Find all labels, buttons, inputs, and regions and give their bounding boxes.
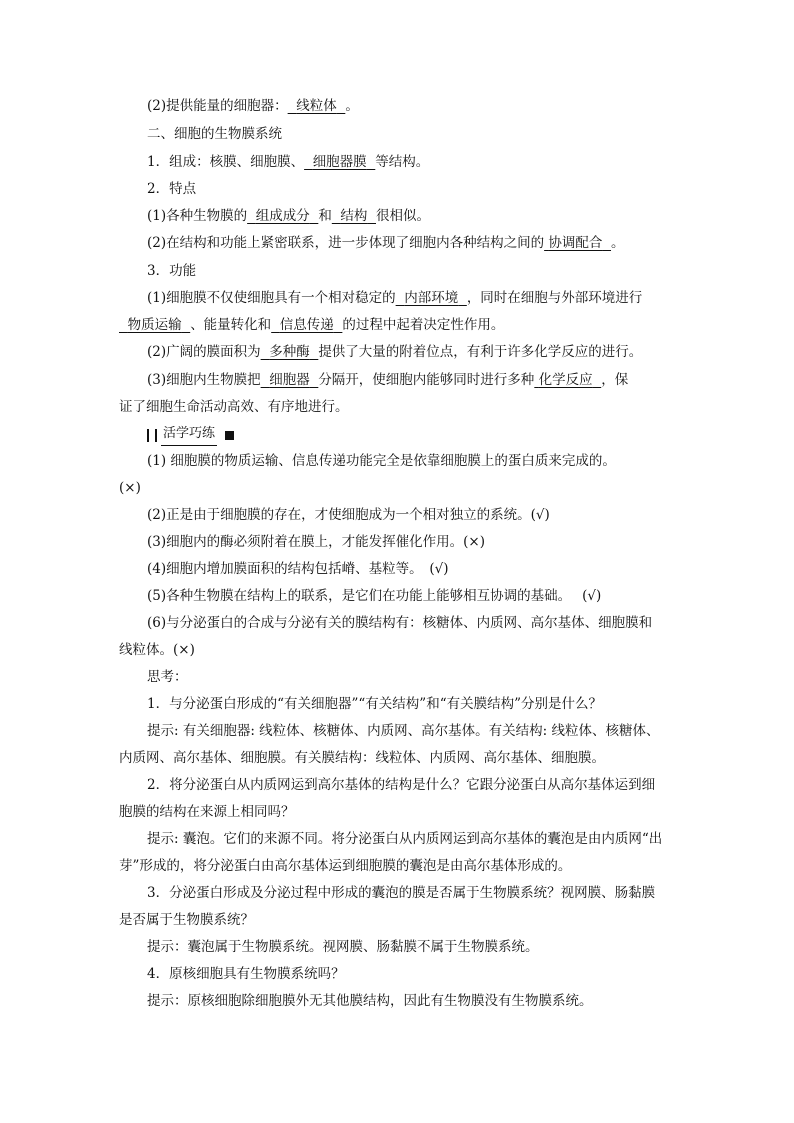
question-6-cont: 线粒体。(×) <box>119 642 195 658</box>
line-function-3-cont: 证了细胞生命活动高效、有序地进行。 <box>119 399 349 415</box>
think-question-3-cont: 是否属于生物膜系统？ <box>119 912 254 928</box>
line-composition: 1．组成：核膜、细胞膜、 细胞器膜 等结构。 <box>147 154 430 170</box>
line-energy-organelle: (2)提供能量的细胞器： 线粒体 。 <box>147 98 359 114</box>
blank-answer: 多种酶 <box>269 344 310 360</box>
double-bar-icon <box>147 429 157 442</box>
think-question-2-cont: 胞膜的结构在来源上相同吗？ <box>119 804 295 820</box>
blank-answer: 内部环境 <box>404 290 459 306</box>
blank-answer: 信息传递 <box>279 317 334 333</box>
blank-answer: 协调配合 <box>548 235 603 251</box>
blank-answer: 物质运输 <box>127 317 182 333</box>
subheading-features: 2．特点 <box>147 181 197 197</box>
question-3: (3)细胞内的酶必须附着在膜上，才能发挥催化作用。(×) <box>147 534 485 550</box>
think-question-4: 4．原核细胞具有生物膜系统吗？ <box>147 966 345 982</box>
think-question-2: 2．将分泌蛋白从内质网运到高尔基体的结构是什么？它跟分泌蛋白从高尔基体运到细 <box>147 777 656 793</box>
think-hint-1-cont: 内质网、高尔基体、细胞膜。有关膜结构：线粒体、内质网、高尔基体、细胞膜。 <box>119 750 605 766</box>
think-question-1: 1．与分泌蛋白形成的“有关细胞器”“有关结构”和“有关膜结构”分别是什么？ <box>147 696 602 712</box>
think-hint-2: 提示: 囊泡。它们的来源不同。将分泌蛋白从内质网运到高尔基体的囊泡是由内质网“出 <box>147 831 663 847</box>
line-function-3: (3)细胞内生物膜把 细胞器 分隔开，使细胞内能够同时进行多种 化学反应 ，保 <box>147 372 629 388</box>
line-feature-2: (2)在结构和功能上紧密联系，进一步体现了细胞内各种结构之间的 协调配合 。 <box>147 235 625 251</box>
practice-tag-label: 活学巧练 <box>161 424 217 446</box>
line-function-1-cont: 物质运输 、能量转化和 信息传递 的过程中起着决定性作用。 <box>119 315 679 335</box>
line-function-1: (1)细胞膜不仅使细胞具有一个相对稳定的 内部环境 ，同时在细胞与外部环境进行 <box>147 290 643 306</box>
line-function-2: (2)广阔的膜面积为 多种酶 提供了大量的附着位点，有利于许多化学反应的进行。 <box>147 344 643 360</box>
blank-answer: 化学反应 <box>538 372 593 388</box>
black-square-icon <box>225 431 234 440</box>
blank-answer: 细胞器 <box>269 372 310 388</box>
section-heading: 二、细胞的生物膜系统 <box>147 126 282 142</box>
subheading-functions: 3．功能 <box>147 263 197 279</box>
blank-answer: 组成成分 <box>255 208 310 224</box>
blank-answer: 细胞器膜 <box>312 154 367 170</box>
question-2: (2)正是由于细胞膜的存在，才使细胞成为一个相对独立的系统。(√) <box>147 507 550 523</box>
blank-answer: 结构 <box>340 208 368 224</box>
think-heading: 思考： <box>147 669 188 685</box>
think-hint-3: 提示：囊泡属于生物膜系统。视网膜、肠黏膜不属于生物膜系统。 <box>147 939 539 955</box>
practice-tag <box>147 424 675 448</box>
blank-answer: 线粒体 <box>296 98 337 114</box>
question-1: (1) 细胞膜的物质运输、信息传递功能完全是依靠细胞膜上的蛋白质来完成的。 <box>147 453 616 469</box>
line-feature-1: (1)各种生物膜的 组成成分 和 结构 很相似。 <box>147 208 430 224</box>
think-hint-1: 提示: 有关细胞器: 线粒体、核糖体、内质网、高尔基体。有关结构: 线粒体、核糖体、 <box>147 723 660 739</box>
question-5: (5)各种生物膜在结构上的联系，是它们在功能上能够相互协调的基础。 (√) <box>147 588 602 604</box>
think-hint-4: 提示：原核细胞除细胞膜外无其他膜结构，因此有生物膜没有生物膜系统。 <box>147 993 593 1009</box>
question-6: (6)与分泌蛋白的合成与分泌有关的膜结构有：核糖体、内质网、高尔基体、细胞膜和 <box>147 615 653 631</box>
think-hint-2-cont: 芽”形成的，将分泌蛋白由高尔基体运到细胞膜的囊泡是由高尔基体形成的。 <box>119 858 572 874</box>
question-1-answer: (×) <box>119 480 141 496</box>
think-question-3: 3．分泌蛋白形成及分泌过程中形成的囊泡的膜是否属于生物膜系统？视网膜、肠黏膜 <box>147 885 656 901</box>
question-4: (4)细胞内增加膜面积的结构包括嵴、基粒等。 (√) <box>147 561 449 577</box>
